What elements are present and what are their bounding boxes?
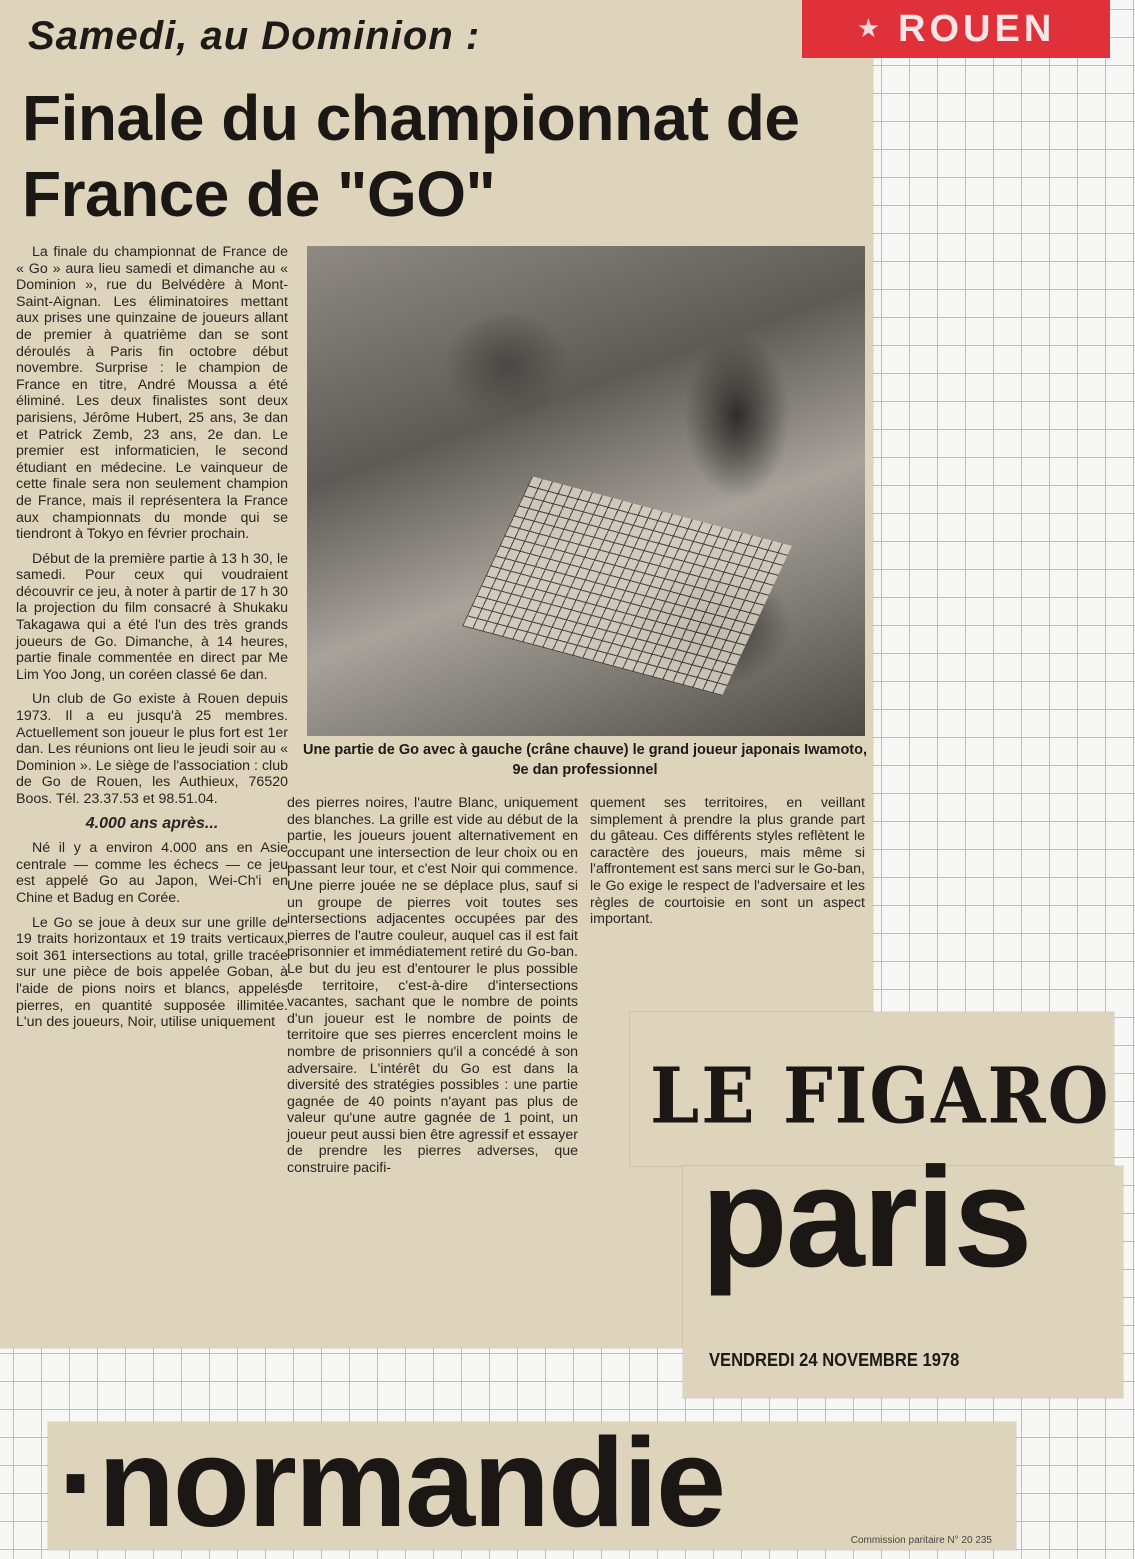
- star-icon: ★: [856, 14, 881, 44]
- article-column-2: [287, 795, 578, 1185]
- article-paragraph: Début de la première partie à 13 h 30, le samedi. Pour ceux qui voudraient découvrir ce jeu, à noter à partir de 17 h 30 la projection du film consacré à Shukaku Takagawa qui a été l'un des très grands joueurs de Go. Dimanche, à 14 heures, partie finale commentée en direct par Me Lim Yoo Jong, un coréen classé 6e dan.: [16, 550, 288, 683]
- article-paragraph: La finale du championnat de France de « Go » aura lieu samedi et dimanche au « Dominion », rue du Belvédère à Mont-Saint-Aignan. Les éliminatoires mettant aux prises une quinzaine de joueurs allant de premier à quatrième dan se sont déroulés à Paris fin octobre début novembre. Surprise : le champion de France en titre, André Moussa a été éliminé. Les deux finalistes sont deux parisiens, Jérôme Hubert, 25 ans, 3e dan et Patrick Zemb, 23 ans, 2e dan. Le premier est informaticien, le second étudiant en médecine. Le vainqueur de cette finale sera non seulement champion de France, mais il représentera la France aux championnats du monde qui se tiendront à Tokyo en février prochain.: [16, 244, 288, 543]
- normandie-masthead: ·normandie: [58, 1412, 725, 1553]
- article-paragraph: Le Go se joue à deux sur une grille de 19 traits horizontaux et 19 traits verticaux, soit 361 intersections au total, grille tracée sur une pièce de bois appelée Goban, à l'aide de pions noirs et blancs, appelés pierres, en quantité supposée illimitée. L'un des joueurs, Noir, utilise uniquement: [16, 914, 288, 1031]
- go-game-photo: [307, 246, 865, 736]
- article-kicker: Samedi, au Dominion :: [28, 14, 481, 58]
- paris-masthead-clipping: [683, 1138, 1123, 1398]
- article-paragraph: des pierres noires, l'autre Blanc, uniquement des blanches. La grille est vide au début de la partie, les joueurs jouent alternativement en occupant une intersection de leur choix ou en passant leur tour, et c'est Noir qui commence. Une pierre jouée ne se déplace plus, sauf si un groupe de pierres voit toutes ses intersections adjacentes occupées par des pierres de l'autre couleur, auquel cas il est fait prisonnier et immédiatement retiré du Go-ban. Le but du jeu est d'entourer le plus possible de territoire, c'est-à-dire d'intersections vacantes, sachant que le nombre de points d'un joueur est le nombre de points de territoire que ses pierres encerclent moins le nombre de prisonniers qu'il a concédé à son adversaire. L'intérêt du Go est dans la diversité des stratégies possibles : une partie gagnée de 40 points n'ayant pas plus de valeur qu'une autre gagnée de 1 point, un joueur peut aussi bien être agressif et essayer de prendre les pierres adverses, que construire pacifi-: [287, 795, 578, 1177]
- issue-date: VENDREDI 24 NOVEMBRE 1978: [709, 1350, 960, 1370]
- go-board-image: [462, 476, 792, 696]
- article-paragraph: quement ses territoires, en veillant simplement à prendre la plus grande part du gâteau. Ces différents styles reflètent le caractère des joueurs, mais même si l'affrontement est sans merci sur le Go-ban, le Go exige le respect de l'adversaire et les règles de courtoisie en sont un aspect important.: [590, 795, 865, 928]
- section-badge-rouen: [802, 0, 1110, 58]
- normandie-masthead-clipping: [48, 1412, 1016, 1553]
- section-badge-label: ROUEN: [898, 7, 1056, 50]
- photo-caption: Une partie de Go avec à gauche (crâne chauve) le grand joueur japonais Iwamoto, 9e dan professionnel: [302, 742, 868, 778]
- article-paragraph: Un club de Go existe à Rouen depuis 1973. Il a eu jusqu'à 25 membres. Actuellement son joueur le plus fort est 1er dan. Les réunions ont lieu le jeudi soir au « Dominion ». Le siège de l'association : club de Go de Rouen, les Authieux, 76520 Boos. Tél. 23.37.53 et 98.51.04.: [16, 691, 288, 807]
- article-paragraph: Né il y a environ 4.000 ans en Asie centrale — comme les échecs — ce jeu est appelé Go au Japon, Wei-Ch'i en Chine et Badug en Corée.: [16, 840, 288, 906]
- article-column-1: [16, 244, 288, 1039]
- figaro-masthead: LE FIGARO: [650, 1050, 1111, 1142]
- article-headline: Finale du championnat de France de "GO": [22, 82, 800, 230]
- article-subhead: 4.000 ans après...: [85, 814, 219, 832]
- commission-number: Commission paritaire N° 20 235: [850, 1535, 992, 1546]
- article-column-3: [590, 795, 865, 936]
- paris-masthead: paris: [701, 1138, 1031, 1297]
